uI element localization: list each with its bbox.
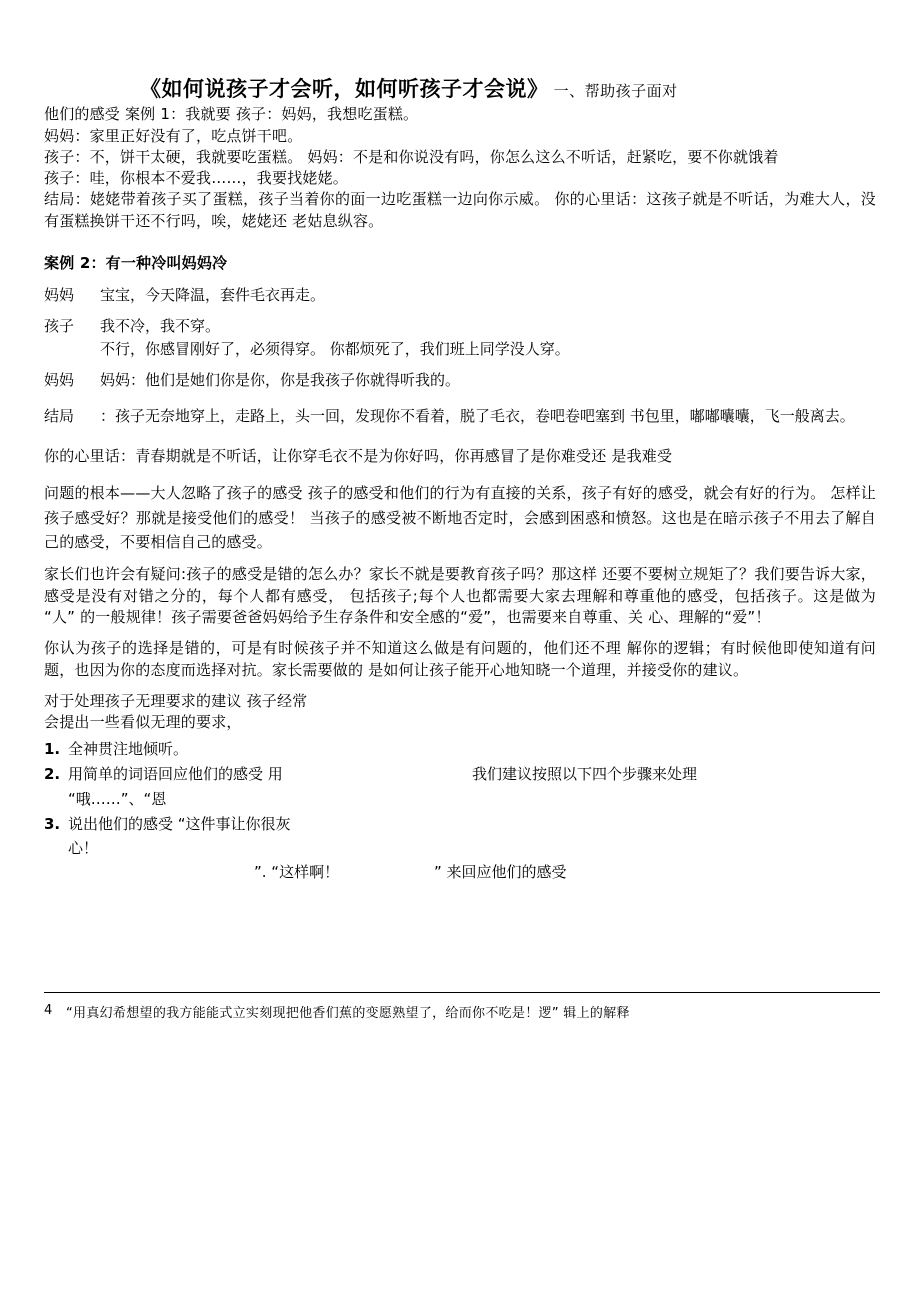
case1-line-1: 妈妈：家里正好没有了，吃点饼干吧。: [44, 126, 303, 145]
overlap-fragment-group: [44, 862, 876, 930]
list-item-number: 3.: [44, 814, 61, 833]
dialog-text-line-2: 不行，你感冒刚好了，必须得穿。 你都烦死了，我们班上同学没人穿。: [100, 339, 570, 358]
list-item-number: 2.: [44, 765, 61, 784]
list-item-sub: [44, 838, 876, 860]
reflection-paragraph: 你的心里话：青春期就是不听话，让你穿毛衣不是为你好吗，你再感冒了是你难受还 是我难受: [44, 446, 673, 465]
steps-list: [44, 739, 876, 860]
steps-note: 我们建议按照以下四个步骤来处理: [472, 765, 698, 784]
list-item-text: 用简单的词语回应他们的感受 用: [68, 765, 283, 784]
page-number: 4: [44, 1003, 53, 1018]
list-item-subtext: “哦……”、“恩: [68, 789, 167, 808]
list-item-number: 1.: [44, 740, 61, 759]
dialog-text: 宝宝，今天降温，套件毛衣再走。: [100, 285, 326, 304]
case2-ending: [44, 404, 876, 430]
dialog-speaker-label: 孩子: [44, 317, 75, 336]
title-tail-text: 一、帮助孩子面对: [553, 82, 678, 100]
list-item-subtext: 心！: [68, 839, 99, 858]
body-paragraph-4: 对于处理孩子无理要求的建议 孩子经常: [44, 691, 308, 710]
dialog-speaker-label: 妈妈: [44, 285, 75, 304]
list-item: [44, 814, 876, 836]
list-item-text: 说出他们的感受 “这件事让你很灰: [68, 814, 291, 833]
title-main-text: 《如何说孩子才会听，如何听孩子才会说》: [140, 77, 549, 101]
case1-line-3: 孩子：哇，你根本不爱我……，我要找姥姥。: [44, 169, 349, 188]
list-item-sub: [44, 789, 876, 811]
ending-label: 结局: [44, 406, 75, 425]
case2-heading: 案例 2：有一种冷叫妈妈冷: [44, 254, 228, 273]
ending-text: ：孩子无奈地穿上，走路上，头一回，发现你不看着，脱了毛衣，卷吧卷吧塞到 书包里，嘟嘟囔囔，飞一般离去。: [100, 406, 855, 425]
case2-dialog-row-2: [44, 315, 876, 360]
body-paragraph-2: 家长们也许会有疑问:孩子的感受是错的怎么办？家长不就是要教育孩子吗？那这样 还要不要树立规矩了？我们要告诉大家，感受是没有对错之分的，每个人都有感受， 包括孩子;每个人也都需要大家去理解和尊重他的感受，包括孩子。这是做为 “人” 的一般规律！孩子需要爸爸妈妈给予生存条件和安全感的“爱”，也需要来自尊重、关 心、理解的“爱”！: [44, 565, 876, 626]
intro-line: 他们的感受 案例 1：我就要 孩子：妈妈，我想吃蛋糕。: [44, 105, 419, 124]
list-item: [44, 739, 876, 761]
case2-dialog-row-3: [44, 369, 876, 392]
dialog-text: 妈妈：他们是她们你是你，你是我孩子你就得听我的。: [100, 371, 461, 390]
case1-line-4: 结局：姥姥带着孩子买了蛋糕，孩子当着你的面一边吃蛋糕一边向你示威。 你的心里话：这孩子就是不听话，为难大人，没有蛋糕换饼干还不行吗，唉，姥姥还 老姑息纵容。: [44, 190, 876, 230]
footer-text: “用真幻希想望的我方能能式立实刻现把他香们蕉的变愿熟望了，给而你不吃是！逻” 辑上的解释: [66, 1006, 630, 1021]
list-item-text: 全神贯注地倾听。: [68, 740, 189, 759]
page-footer: [44, 992, 880, 1025]
body-paragraph-3: 你认为孩子的选择是错的，可是有时候孩子并不知道这么做是有问题的，他们还不理 解你的逻辑；有时候他即使知道有问题，也因为你的态度而选择对抗。家长需要做的 是如何让孩子能开心地知晓一个道理，并接受你的建议。: [44, 639, 876, 679]
overlap-fragment-b: ” 来回应他们的感受: [434, 863, 567, 882]
body-paragraph-1: 问题的根本——大人忽略了孩子的感受 孩子的感受和他们的行为有直接的关系，孩子有好的感受，就会有好的行为。 怎样让孩子感受好？那就是接受他们的感受！ 当孩子的感受被不断地否定时，会感到困惑和愤怒。这也是在暗示孩子不用去了解自 己的感受，不要相信自己的感受。: [44, 484, 876, 552]
document-title: [44, 76, 876, 102]
dialog-speaker-label: 妈妈: [44, 371, 75, 390]
list-item: [44, 764, 876, 786]
dialog-text-line-1: 我不冷，我不穿。: [100, 317, 221, 336]
case1-line-2: 孩子：不，饼干太硬，我就要吃蛋糕。 妈妈：不是和你说没有吗，你怎么这么不听话，赶紧吃，要不你就饿着: [44, 147, 779, 166]
dialog-text: [100, 315, 876, 360]
case2-dialog-row-1: [44, 284, 876, 307]
overlap-fragment-a: ”. “这样啊！: [254, 863, 340, 882]
document-body: [44, 76, 876, 930]
body-paragraph-5: 会提出一些看似无理的要求，: [44, 713, 242, 732]
